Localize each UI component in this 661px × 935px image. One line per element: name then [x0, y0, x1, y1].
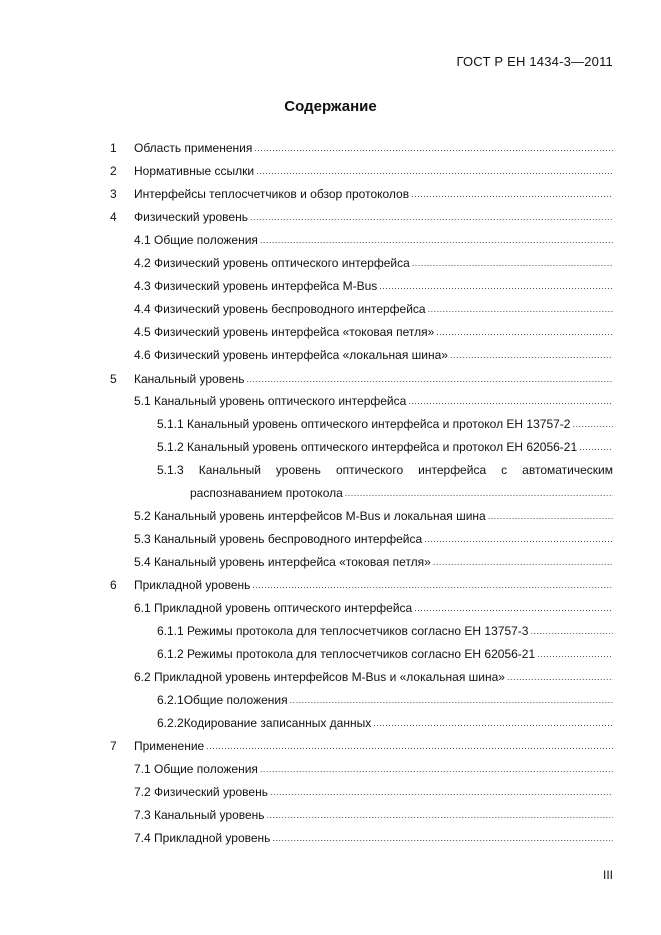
toc-entry-label: 5.1.3 Канальный уровень оптического интерфейса с автоматическим [157, 463, 613, 477]
toc-leader-dots [250, 208, 613, 226]
toc-entry[interactable] [0, 829, 661, 847]
toc-leader-dots [290, 691, 613, 709]
toc-entry-number: 6 [110, 578, 117, 592]
toc-leader-dots [537, 645, 613, 663]
toc-leader-dots [579, 438, 613, 456]
toc-leader-dots [507, 668, 613, 686]
toc-entry[interactable] [0, 277, 661, 295]
toc-leader-dots [530, 622, 613, 640]
toc-entry-label: Область применения [134, 141, 253, 155]
toc-leader-dots [260, 231, 613, 249]
toc-entry-label: 6.1.2 Режимы протокола для теплосчетчиков согласно ЕН 62056-21 [157, 647, 536, 661]
toc-entry[interactable] [0, 392, 661, 410]
toc-entry[interactable] [0, 737, 661, 755]
toc-entry[interactable] [0, 438, 661, 456]
toc-entry[interactable] [0, 806, 661, 824]
toc-leader-dots [373, 714, 613, 732]
toc-leader-dots [272, 829, 613, 847]
toc-entry-label: 7.4 Прикладной уровень [134, 831, 271, 845]
toc-entry[interactable] [0, 783, 661, 801]
toc-leader-dots [270, 783, 613, 801]
toc-entry[interactable] [0, 139, 661, 157]
toc-leader-dots [254, 139, 613, 157]
toc-entry[interactable] [0, 346, 661, 364]
toc-entry[interactable] [0, 162, 661, 180]
toc-entry-number: 4 [110, 210, 117, 224]
toc-entry[interactable] [0, 300, 661, 318]
toc-title: Содержание [284, 98, 377, 115]
toc-entry-number: 2 [110, 164, 117, 178]
toc-entry[interactable] [0, 484, 661, 502]
toc-entry[interactable] [0, 415, 661, 433]
toc-entry[interactable] [0, 599, 661, 617]
toc-entry-label: 6.2 Прикладной уровень интерфейсов M-Bus и «локальная шина» [134, 670, 505, 684]
toc-leader-dots [345, 484, 613, 502]
toc-entry-number: 7 [110, 739, 117, 753]
toc-entry[interactable] [0, 760, 661, 778]
toc-entry[interactable] [0, 714, 661, 732]
toc-leader-dots [436, 323, 613, 341]
toc-leader-dots [411, 185, 613, 203]
toc-leader-dots [206, 737, 613, 755]
toc-entry-label: 6.2.2Кодирование записанных данных [157, 716, 372, 730]
toc-entry-label: 5.1 Канальный уровень оптического интерфейса [134, 394, 407, 408]
toc-entry[interactable] [0, 530, 661, 548]
toc-entry-label: 4.2 Физический уровень оптического интерфейса [134, 256, 410, 270]
document-standard-number: ГОСТ Р ЕН 1434-3—2011 [456, 54, 613, 69]
toc-leader-dots [379, 277, 613, 295]
toc-entry[interactable] [0, 208, 661, 226]
toc-entry[interactable] [0, 370, 661, 388]
toc-entry[interactable] [0, 576, 661, 594]
toc-leader-dots [412, 254, 613, 272]
toc-entry[interactable] [0, 691, 661, 709]
toc-entry-label: Нормативные ссылки [134, 164, 255, 178]
toc-entry-label: 4.3 Физический уровень интерфейса M-Bus [134, 279, 378, 293]
toc-entry-label: Интерфейсы теплосчетчиков и обзор протоколов [134, 187, 410, 201]
toc-leader-dots [260, 760, 613, 778]
toc-entry-label: 7.3 Канальный уровень [134, 808, 265, 822]
toc-entry-label: 6.1 Прикладной уровень оптического интерфейса [134, 601, 413, 615]
toc-leader-dots [450, 346, 613, 364]
toc-entry-label: Канальный уровень [134, 372, 245, 386]
toc-entry-label: 7.2 Физический уровень [134, 785, 268, 799]
toc-leader-dots [256, 162, 613, 180]
toc-entry-label: 5.1.1 Канальный уровень оптического интерфейса и протокол ЕН 13757-2 [157, 417, 571, 431]
toc-entry-label: 4.6 Физический уровень интерфейса «локальная шина» [134, 348, 448, 362]
toc-entry[interactable] [0, 185, 661, 203]
toc-entry-label: распознаванием протокола [190, 486, 343, 500]
toc-entry-number: 3 [110, 187, 117, 201]
toc-entry-label: 5.2 Канальный уровень интерфейсов M-Bus и локальная шина [134, 509, 486, 523]
toc-entry-number: 5 [110, 372, 117, 386]
toc-leader-dots [572, 415, 613, 433]
toc-entry[interactable] [0, 231, 661, 249]
toc-entry-number: 1 [110, 141, 117, 155]
toc-leader-dots [252, 576, 613, 594]
toc-entry[interactable] [0, 254, 661, 272]
toc-entry[interactable] [0, 645, 661, 663]
toc-entry-label: Прикладной уровень [134, 578, 251, 592]
toc-entry[interactable] [0, 622, 661, 640]
toc-leader-dots [433, 553, 613, 571]
toc-entry[interactable] [0, 507, 661, 525]
toc-leader-dots [488, 507, 613, 525]
toc-leader-dots [414, 599, 613, 617]
toc-entry-label: 5.4 Канальный уровень интерфейса «токовая петля» [134, 555, 431, 569]
toc-entry-label: Физический уровень [134, 210, 248, 224]
toc-entry[interactable] [0, 553, 661, 571]
toc-entry-label: 6.2.1Общие положения [157, 693, 288, 707]
toc-entry-label: 7.1 Общие положения [134, 762, 258, 776]
toc-leader-dots [267, 806, 613, 824]
toc-entry[interactable] [0, 323, 661, 341]
toc-leader-dots [428, 300, 613, 318]
toc-entry[interactable] [0, 668, 661, 686]
page-number: III [602, 868, 613, 882]
toc-entry-label: 5.3 Канальный уровень беспроводного интерфейса [134, 532, 423, 546]
toc-entry-label: 4.5 Физический уровень интерфейса «токовая петля» [134, 325, 435, 339]
toc-leader-dots [408, 392, 613, 410]
toc-leader-dots [247, 370, 613, 388]
toc-entry[interactable] [0, 461, 661, 479]
toc-entry-label: 4.1 Общие положения [134, 233, 258, 247]
toc-entry-label: Применение [134, 739, 205, 753]
toc-entry-label: 6.1.1 Режимы протокола для теплосчетчиков согласно ЕН 13757-3 [157, 624, 529, 638]
toc-leader-dots [424, 530, 613, 548]
toc-entry-label: 4.4 Физический уровень беспроводного интерфейса [134, 302, 426, 316]
toc-entry-label: 5.1.2 Канальный уровень оптического интерфейса и протокол ЕН 62056-21 [157, 440, 578, 454]
